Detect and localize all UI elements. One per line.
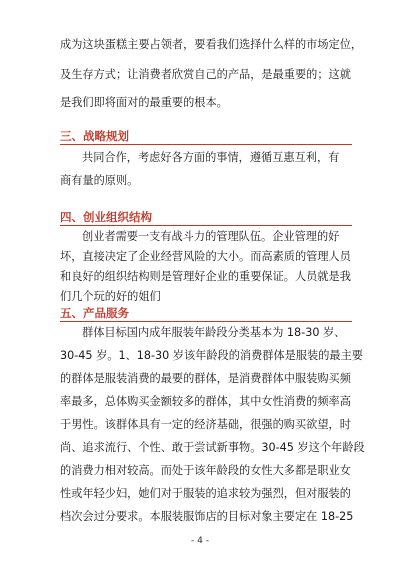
section-divider — [60, 225, 352, 226]
section-strategy-line-1: 共同合作，考虑好各方面的事情，遵循互惠互利，有 — [82, 151, 340, 164]
intro-line-2: 及生存方式；让消费者欣赏自己的产品，是最重要的；这就 — [60, 68, 351, 81]
section-heading-products: 五、产品服务 — [60, 306, 129, 320]
section-divider — [60, 321, 352, 322]
section-organization-line-1: 创业者需要一支有战斗力的管理队伍。企业管理的好 — [82, 230, 340, 243]
section-strategy-line-2: 商有量的原则。 — [60, 174, 139, 187]
section-organization-line-2: 坏，直接决定了企业经营风险的大小。而高素质的管理人员 — [60, 250, 351, 263]
page-number: - 4 - — [191, 536, 209, 546]
section-products-line-9: 档次会过分要求。本服装服饰店的目标对象主要定在 18-25 — [60, 510, 354, 523]
section-organization-line-3: 和良好的组织结构则是管理好企业的重要保证。人员就是我 — [60, 270, 351, 283]
intro-line-3: 是我们即将面对的最重要的根本。 — [60, 96, 228, 109]
section-products-line-5: 于男性。该群体具有一定的经济基础，很强的购买欲望，时 — [60, 418, 351, 431]
section-products-line-3: 的群体是服装消费的最要的群体，是消费群体中服装购买频 — [60, 372, 351, 385]
section-heading-strategy: 三、战略规划 — [60, 129, 129, 143]
section-products-line-7: 的消费力相对较高。而处于该年龄段的女性大多都是职业女 — [60, 464, 351, 477]
section-organization-line-4: 们几个玩的好的姐们 — [60, 290, 161, 303]
section-divider — [60, 144, 352, 145]
section-products-line-8: 性或年轻少妇，她们对于服装的追求较为强烈，但对服装的 — [60, 487, 351, 500]
section-products-line-6: 尚、追求流行、个性、敢于尝试新事物。30-45 岁这个年龄段 — [60, 441, 365, 454]
section-products-line-4: 率最多，总体购买金额较多的群体，其中女性消费的频率高 — [60, 395, 351, 408]
section-products-line-2: 30-45 岁。1、18-30 岁该年龄段的消费群体是服装的最主要 — [60, 349, 363, 362]
section-heading-organization: 四、创业组织结构 — [60, 210, 152, 224]
section-products-line-1: 群体目标国内成年服装年龄段分类基本为 18-30 岁、 — [82, 326, 346, 339]
intro-line-1: 成为这块蛋糕主要占领者，要看我们选择什么样的市场定位， — [60, 38, 363, 51]
